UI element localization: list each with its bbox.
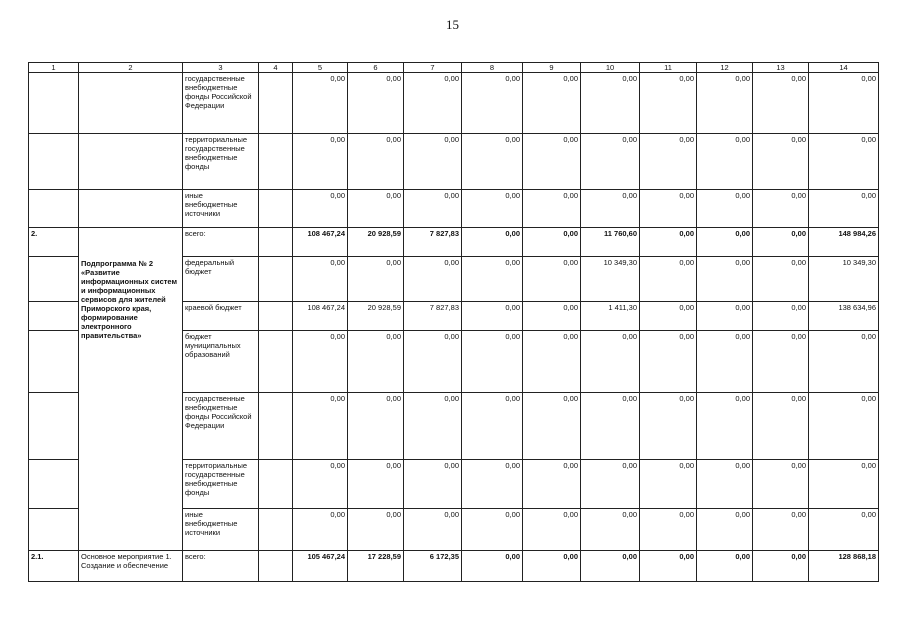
row-number-cell bbox=[29, 73, 79, 134]
value-cell: 11 760,60 bbox=[581, 228, 640, 257]
value-cell: 0,00 bbox=[404, 509, 462, 551]
program-name-cell bbox=[79, 134, 183, 190]
value-cell: 20 928,59 bbox=[348, 302, 404, 331]
value-cell: 0,00 bbox=[523, 393, 581, 460]
value-cell: 0,00 bbox=[753, 393, 809, 460]
page-number: 15 bbox=[446, 17, 459, 32]
value-cell: 0,00 bbox=[523, 551, 581, 582]
value-cell: 0,00 bbox=[404, 73, 462, 134]
table-body bbox=[29, 73, 879, 582]
value-cell: 0,00 bbox=[523, 331, 581, 393]
value-cell: 105 467,24 bbox=[293, 551, 348, 582]
value-cell: 0,00 bbox=[404, 134, 462, 190]
value-cell: 0,00 bbox=[462, 73, 523, 134]
value-cell: 0,00 bbox=[640, 134, 697, 190]
value-cell: 0,00 bbox=[462, 134, 523, 190]
empty-cell bbox=[259, 509, 293, 551]
empty-cell bbox=[259, 190, 293, 228]
value-cell: 0,00 bbox=[581, 331, 640, 393]
column-header: 11 bbox=[640, 63, 697, 73]
funding-source-cell: федеральный бюджет bbox=[183, 257, 259, 302]
value-cell: 0,00 bbox=[348, 257, 404, 302]
value-cell: 0,00 bbox=[640, 190, 697, 228]
value-cell: 0,00 bbox=[809, 509, 879, 551]
value-cell: 0,00 bbox=[404, 331, 462, 393]
value-cell: 0,00 bbox=[697, 331, 753, 393]
table-row bbox=[29, 190, 879, 228]
value-cell: 0,00 bbox=[640, 393, 697, 460]
table-row bbox=[29, 73, 879, 134]
value-cell: 0,00 bbox=[293, 190, 348, 228]
value-cell: 108 467,24 bbox=[293, 302, 348, 331]
value-cell: 0,00 bbox=[697, 460, 753, 509]
value-cell: 0,00 bbox=[640, 509, 697, 551]
value-cell: 0,00 bbox=[348, 331, 404, 393]
value-cell: 0,00 bbox=[581, 551, 640, 582]
value-cell: 0,00 bbox=[523, 257, 581, 302]
value-cell: 0,00 bbox=[581, 134, 640, 190]
value-cell: 0,00 bbox=[462, 257, 523, 302]
column-header: 3 bbox=[183, 63, 259, 73]
program-name-cell bbox=[79, 73, 183, 134]
value-cell: 0,00 bbox=[523, 190, 581, 228]
value-cell: 138 634,96 bbox=[809, 302, 879, 331]
program-name-cell bbox=[79, 228, 183, 551]
value-cell: 0,00 bbox=[640, 73, 697, 134]
value-cell: 0,00 bbox=[640, 460, 697, 509]
value-cell: 0,00 bbox=[640, 257, 697, 302]
column-header: 10 bbox=[581, 63, 640, 73]
value-cell: 1 411,30 bbox=[581, 302, 640, 331]
value-cell: 6 172,35 bbox=[404, 551, 462, 582]
value-cell: 0,00 bbox=[753, 460, 809, 509]
value-cell: 0,00 bbox=[348, 460, 404, 509]
value-cell: 0,00 bbox=[348, 509, 404, 551]
table-row bbox=[29, 551, 879, 582]
value-cell: 0,00 bbox=[348, 393, 404, 460]
funding-source-cell: государственные внебюджетные фонды Российской Федерации bbox=[183, 393, 259, 460]
value-cell: 0,00 bbox=[462, 302, 523, 331]
value-cell: 0,00 bbox=[404, 190, 462, 228]
funding-source-cell: бюджет муниципальных образований bbox=[183, 331, 259, 393]
row-number-cell bbox=[29, 509, 79, 551]
value-cell: 0,00 bbox=[581, 73, 640, 134]
table-row bbox=[29, 134, 879, 190]
value-cell: 0,00 bbox=[293, 509, 348, 551]
value-cell: 0,00 bbox=[753, 331, 809, 393]
value-cell: 0,00 bbox=[462, 509, 523, 551]
value-cell: 0,00 bbox=[753, 302, 809, 331]
value-cell: 0,00 bbox=[753, 190, 809, 228]
row-number-cell bbox=[29, 134, 79, 190]
value-cell: 0,00 bbox=[697, 257, 753, 302]
value-cell: 0,00 bbox=[523, 228, 581, 257]
empty-cell bbox=[259, 134, 293, 190]
value-cell: 0,00 bbox=[753, 257, 809, 302]
value-cell: 0,00 bbox=[697, 551, 753, 582]
value-cell: 10 349,30 bbox=[809, 257, 879, 302]
funding-source-cell: территориальные государственные внебюджетные фонды bbox=[183, 460, 259, 509]
empty-cell bbox=[259, 73, 293, 134]
value-cell: 0,00 bbox=[697, 190, 753, 228]
value-cell: 0,00 bbox=[697, 393, 753, 460]
value-cell: 0,00 bbox=[809, 460, 879, 509]
value-cell: 0,00 bbox=[640, 331, 697, 393]
row-number-cell: 2.1. bbox=[29, 551, 79, 582]
empty-cell bbox=[259, 257, 293, 302]
value-cell: 0,00 bbox=[581, 393, 640, 460]
program-name-cell bbox=[79, 190, 183, 228]
value-cell: 0,00 bbox=[462, 331, 523, 393]
column-header: 4 bbox=[259, 63, 293, 73]
row-number-cell bbox=[29, 257, 79, 302]
value-cell: 0,00 bbox=[640, 228, 697, 257]
value-cell: 0,00 bbox=[462, 460, 523, 509]
value-cell: 0,00 bbox=[809, 190, 879, 228]
column-header: 9 bbox=[523, 63, 581, 73]
empty-cell bbox=[259, 228, 293, 257]
value-cell: 0,00 bbox=[462, 228, 523, 257]
funding-source-cell: всего: bbox=[183, 551, 259, 582]
value-cell: 0,00 bbox=[293, 331, 348, 393]
row-number-cell bbox=[29, 393, 79, 460]
empty-cell bbox=[259, 393, 293, 460]
value-cell: 0,00 bbox=[523, 460, 581, 509]
column-header: 12 bbox=[697, 63, 753, 73]
value-cell: 0,00 bbox=[697, 509, 753, 551]
value-cell: 128 868,18 bbox=[809, 551, 879, 582]
column-header: 6 bbox=[348, 63, 404, 73]
value-cell: 0,00 bbox=[753, 73, 809, 134]
value-cell: 0,00 bbox=[293, 73, 348, 134]
value-cell: 0,00 bbox=[348, 73, 404, 134]
value-cell: 10 349,30 bbox=[581, 257, 640, 302]
value-cell: 148 984,26 bbox=[809, 228, 879, 257]
value-cell: 0,00 bbox=[404, 257, 462, 302]
row-number-cell bbox=[29, 190, 79, 228]
budget-table bbox=[28, 62, 879, 582]
funding-source-cell: иные внебюджетные источники bbox=[183, 190, 259, 228]
value-cell: 0,00 bbox=[753, 509, 809, 551]
value-cell: 108 467,24 bbox=[293, 228, 348, 257]
column-header: 14 bbox=[809, 63, 879, 73]
value-cell: 7 827,83 bbox=[404, 302, 462, 331]
row-number-cell bbox=[29, 302, 79, 331]
value-cell: 0,00 bbox=[348, 190, 404, 228]
funding-source-cell: краевой бюджет bbox=[183, 302, 259, 331]
value-cell: 20 928,59 bbox=[348, 228, 404, 257]
value-cell: 0,00 bbox=[523, 73, 581, 134]
value-cell: 7 827,83 bbox=[404, 228, 462, 257]
value-cell: 0,00 bbox=[581, 460, 640, 509]
row-number-cell bbox=[29, 331, 79, 393]
empty-cell bbox=[259, 460, 293, 509]
table-row bbox=[29, 228, 879, 257]
value-cell: 0,00 bbox=[809, 134, 879, 190]
value-cell: 17 228,59 bbox=[348, 551, 404, 582]
value-cell: 0,00 bbox=[640, 302, 697, 331]
value-cell: 0,00 bbox=[293, 460, 348, 509]
value-cell: 0,00 bbox=[293, 134, 348, 190]
value-cell: 0,00 bbox=[348, 134, 404, 190]
value-cell: 0,00 bbox=[581, 190, 640, 228]
value-cell: 0,00 bbox=[809, 331, 879, 393]
empty-cell bbox=[259, 331, 293, 393]
value-cell: 0,00 bbox=[523, 509, 581, 551]
program-name-cell: Основное мероприятие 1. Создание и обеспечение bbox=[79, 551, 183, 582]
value-cell: 0,00 bbox=[293, 257, 348, 302]
value-cell: 0,00 bbox=[462, 393, 523, 460]
value-cell: 0,00 bbox=[462, 190, 523, 228]
value-cell: 0,00 bbox=[753, 228, 809, 257]
funding-source-cell: государственные внебюджетные фонды Российской Федерации bbox=[183, 73, 259, 134]
value-cell: 0,00 bbox=[753, 551, 809, 582]
column-header: 7 bbox=[404, 63, 462, 73]
row-number-cell: 2. bbox=[29, 228, 79, 257]
value-cell: 0,00 bbox=[462, 551, 523, 582]
value-cell: 0,00 bbox=[404, 393, 462, 460]
column-header: 13 bbox=[753, 63, 809, 73]
value-cell: 0,00 bbox=[809, 393, 879, 460]
column-header: 2 bbox=[79, 63, 183, 73]
funding-source-cell: иные внебюджетные источники bbox=[183, 509, 259, 551]
value-cell: 0,00 bbox=[809, 73, 879, 134]
value-cell: 0,00 bbox=[753, 134, 809, 190]
value-cell: 0,00 bbox=[640, 551, 697, 582]
subprogram-title: Подпрограмма № 2 «Развитие информационных систем и информационных сервисов для жителей Приморского края, формирование электронного правительства» bbox=[81, 259, 178, 340]
value-cell: 0,00 bbox=[523, 134, 581, 190]
header-row bbox=[29, 63, 879, 73]
value-cell: 0,00 bbox=[404, 460, 462, 509]
column-header: 8 bbox=[462, 63, 523, 73]
value-cell: 0,00 bbox=[697, 302, 753, 331]
empty-cell bbox=[259, 551, 293, 582]
funding-source-cell: всего: bbox=[183, 228, 259, 257]
empty-cell bbox=[259, 302, 293, 331]
column-header: 1 bbox=[29, 63, 79, 73]
column-header: 5 bbox=[293, 63, 348, 73]
row-number-cell bbox=[29, 460, 79, 509]
value-cell: 0,00 bbox=[293, 393, 348, 460]
value-cell: 0,00 bbox=[697, 228, 753, 257]
value-cell: 0,00 bbox=[523, 302, 581, 331]
value-cell: 0,00 bbox=[697, 134, 753, 190]
funding-source-cell: территориальные государственные внебюджетные фонды bbox=[183, 134, 259, 190]
value-cell: 0,00 bbox=[697, 73, 753, 134]
value-cell: 0,00 bbox=[581, 509, 640, 551]
